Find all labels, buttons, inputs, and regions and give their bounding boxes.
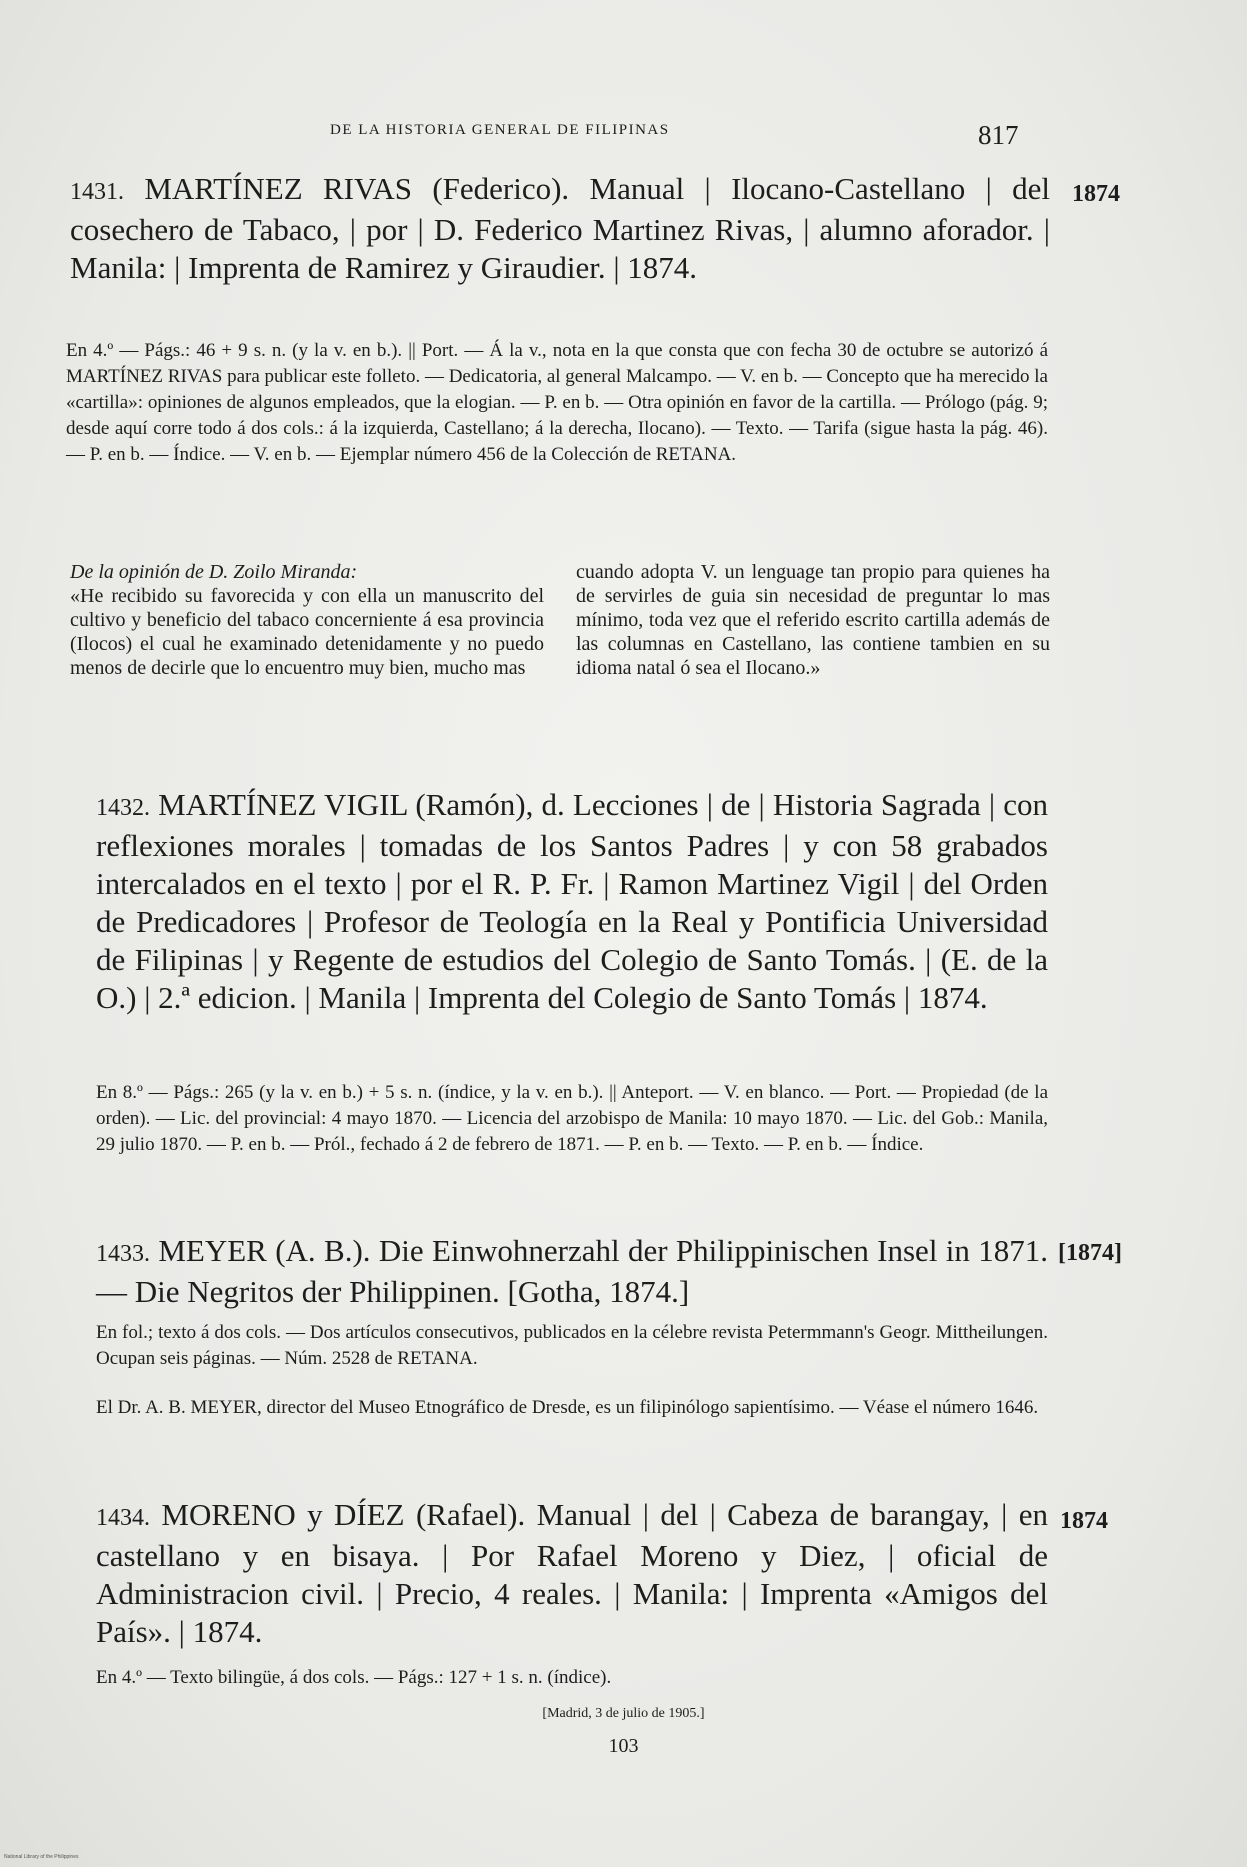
- entry-year: 1874: [1060, 1508, 1108, 1534]
- entry-year: [1874]: [1058, 1240, 1122, 1266]
- entry-title: MARTÍNEZ VIGIL (Ramón), d. Lecciones | de | Historia Sagrada | con reflexiones morales | tomadas de los Santos Padres | y con 58 grabados intercalados en el texto | por el R. P. Fr. | Ramon Martinez Vigil | del Orden de Predicadores | Profesor de Teología en la Real y Pontificia Universidad de Filipinas | y Regente de estudios del Colegio de Santo Tomás. | (E. de la O.) | 2.ª edicion. | Manila | Imprenta del Colegio de Santo Tomás | 1874.: [96, 787, 1048, 1015]
- entry-number: 1432.: [96, 795, 150, 821]
- quote-left-text: «He recibido su favorecida y con ella un manuscrito del cultivo y beneficio del tabaco concerniente á esa provincia (Ilocos) el cual he examinado detenidamente y no puedo menos de decirle que lo encuentro muy bien, mucho mas: [70, 585, 544, 679]
- running-title: DE LA HISTORIA GENERAL DE FILIPINAS: [330, 122, 670, 138]
- entry-heading: [96, 786, 1048, 1017]
- entry-number: 1434.: [96, 1505, 150, 1531]
- entry-title: MORENO y DÍEZ (Rafael). Manual | del | Cabeza de barangay, | en castellano y en bisaya. | Por Rafael Moreno y Diez, | oficial de Administracion civil. | Precio, 4 reales. | Manila: | Imprenta «Amigos del País». | 1874.: [96, 1497, 1048, 1649]
- quote-right-column: [576, 560, 1050, 680]
- entry-note: En 4.º — Págs.: 46 + 9 s. n. (y la v. en b.). || Port. — Á la v., nota en la que consta que con fecha 30 de octubre se autorizó á MARTÍNEZ RIVAS para publicar este folleto. — Dedicatoria, al general Malcampo. — V. en b. — Concepto que ha merecido la «cartilla»: opiniones de algunos empleados, que la elogian. — P. en b. — Otra opinión en favor de la cartilla. — Prólogo (pág. 9; desde aquí corre todo á dos cols.: á la izquierda, Castellano; á la derecha, Ilocano). — Texto. — Tarifa (sigue hasta la pág. 46). — P. en b. — Índice. — V. en b. — Ejemplar número 456 de la Colección de RETANA.: [66, 340, 1048, 465]
- entry-year: 1874: [1072, 181, 1120, 207]
- entry-note: En 4.º — Texto bilingüe, á dos cols. — Págs.: 127 + 1 s. n. (índice).: [96, 1667, 612, 1688]
- entry-heading: [96, 1232, 1048, 1311]
- page-number: 817: [978, 120, 1019, 150]
- entry-title: MARTÍNEZ RIVAS (Federico). Manual | Ilocano-Castellano | del cosechero de Tabaco, | por | D. Federico Martinez Rivas, | alumno aforador. | Manila: | Imprenta de Ramirez y Giraudier. | 1874.: [70, 171, 1050, 285]
- entry-heading: [96, 1496, 1048, 1651]
- entry-note-secondary: El Dr. A. B. MEYER, director del Museo Etnográfico de Dresde, es un filipinólogo sapientísimo. — Véase el número 1646.: [96, 1397, 1039, 1418]
- scan-credit: National Library of the Philippines: [4, 1854, 79, 1860]
- signature-number: 103: [608, 1735, 639, 1757]
- quote-intro: De la opinión de D. Zoilo Miranda:: [70, 561, 358, 583]
- entry-note: En 8.º — Págs.: 265 (y la v. en b.) + 5 s. n. (índice, y la v. en b.). || Anteport. — V. en blanco. — Port. — Propiedad (de la orden). — Lic. del provincial: 4 mayo 1870. — Licencia del arzobispo de Manila: 10 mayo 1870. — Lic. del Gob.: Manila, 29 julio 1870. — P. en b. — Pról., fechado á 2 de febrero de 1871. — P. en b. — Texto. — P. en b. — Índice.: [96, 1082, 1048, 1155]
- entry-number: 1433.: [96, 1241, 150, 1267]
- footer-date: [Madrid, 3 de julio de 1905.]: [542, 1706, 705, 1721]
- quote-left-column: [70, 560, 544, 680]
- entry-note: En fol.; texto á dos cols. — Dos artículos consecutivos, publicados en la célebre revista Petermmann's Geogr. Mittheilungen. Ocupan seis páginas. — Núm. 2528 de RETANA.: [96, 1322, 1048, 1369]
- entry-heading: [70, 170, 1050, 287]
- entry-title: MEYER (A. B.). Die Einwohnerzahl der Philippinischen Insel in 1871. — Die Negritos der Philippinen. [Gotha, 1874.]: [96, 1233, 1048, 1309]
- quote-right-text: cuando adopta V. un lenguage tan propio para quienes ha de servirles de guia sin necesidad de preguntar lo mas mínimo, toda vez que el referido escrito cartilla además de las columnas en Castellano, las contiene tambien en su idioma natal ó sea el Ilocano.»: [576, 561, 1050, 679]
- entry-number: 1431.: [70, 179, 124, 205]
